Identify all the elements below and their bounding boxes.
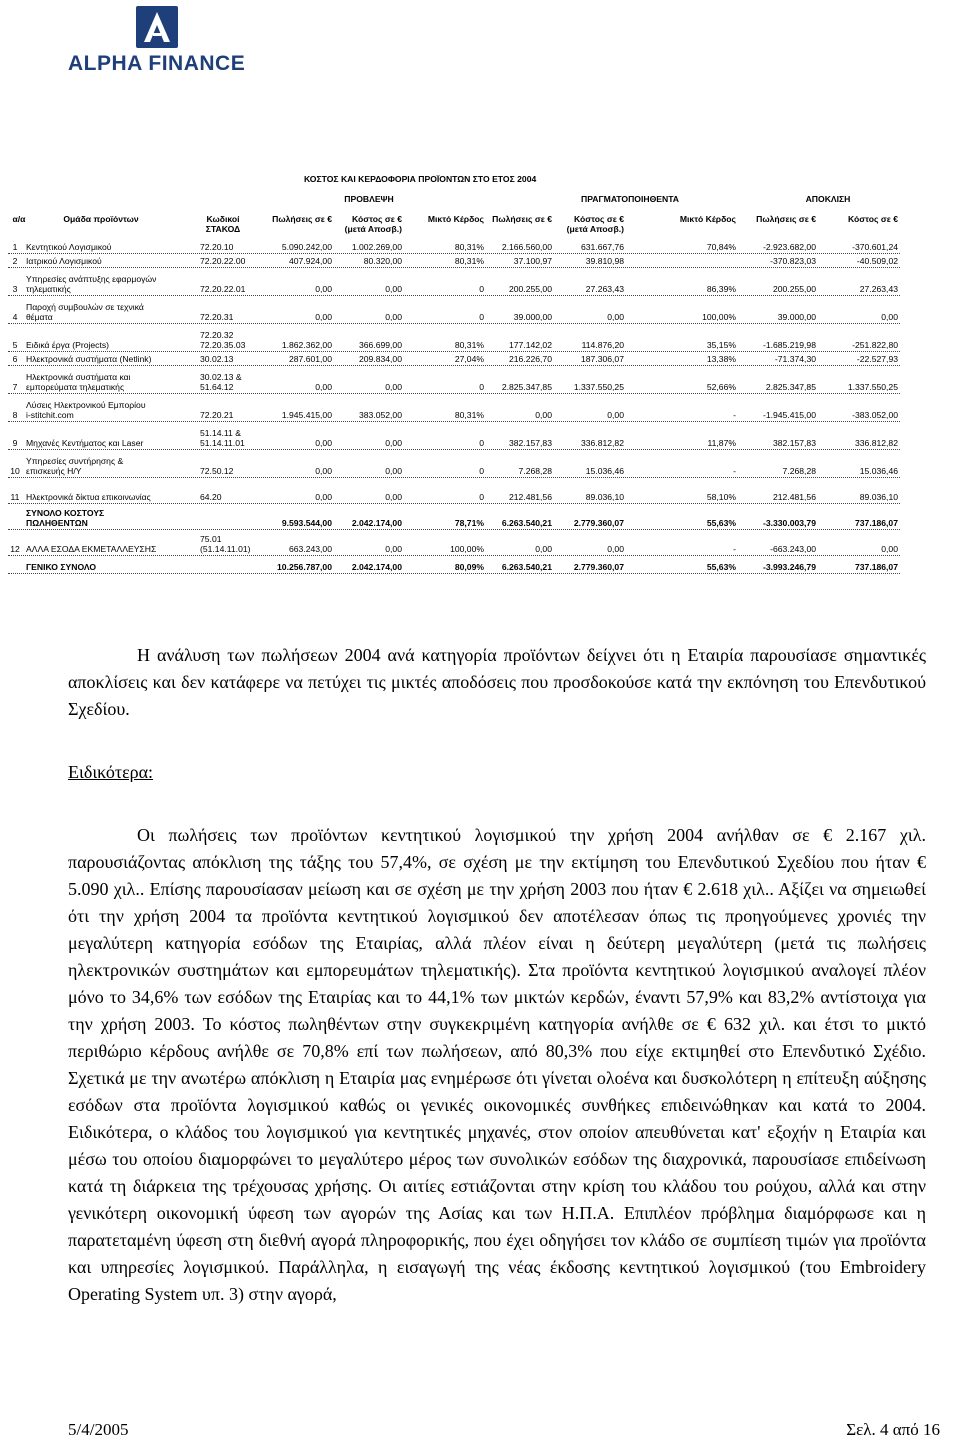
- cell-a-cost: 187.306,07: [580, 354, 624, 364]
- cell-d-cost: 0,00: [881, 312, 898, 322]
- footer-date: 5/4/2005: [68, 1420, 129, 1439]
- cell-f-cost: 0,00: [385, 492, 402, 502]
- cell-no: 4: [12, 312, 18, 322]
- cell-a-margin: 52,66%: [706, 382, 736, 392]
- cell-code: 72.20.31: [200, 312, 234, 322]
- cell-d-sales: 200.255,00: [772, 284, 816, 294]
- cell-f-cost: 0,00: [385, 382, 402, 392]
- cell-f-sales: 0,00: [315, 312, 332, 322]
- cell-a-sales: 2.825.347,85: [501, 382, 552, 392]
- cell-name: ΑΛΛΑ ΕΣΟΔΑ ΕΚΜΕΤΑΛΛΕΥΣΗΣ: [26, 544, 157, 554]
- table-row: [8, 449, 900, 478]
- cell-a-sales: 7.268,28: [518, 466, 552, 476]
- cell-f-sales: 0,00: [315, 466, 332, 476]
- cell-f-margin: 78,71%: [454, 518, 484, 528]
- cell-a-margin: 100,00%: [702, 312, 736, 322]
- cell-d-cost: 27.263,43: [859, 284, 898, 294]
- cell-a-cost: 0,00: [607, 312, 624, 322]
- cell-d-cost: 336.812,82: [854, 438, 898, 448]
- column-header: Πωλήσεις σε €: [492, 214, 552, 224]
- cell-code: 72.20.32 72.20.35.03: [200, 330, 246, 350]
- cell-a-cost: 114.876,20: [581, 340, 624, 350]
- cell-a-margin: 55,63%: [706, 562, 736, 572]
- cell-a-sales: 0,00: [535, 544, 552, 554]
- cell-a-sales: 216.226,70: [508, 354, 552, 364]
- cell-name: Ειδικά έργα (Projects): [26, 340, 110, 350]
- cell-f-sales: 407.924,00: [288, 256, 332, 266]
- cell-d-sales: -3.993.246,79: [762, 562, 816, 572]
- table-row: [8, 529, 900, 556]
- cell-a-cost: 89.036,10: [585, 492, 624, 502]
- cell-d-sales: 212.481,56: [772, 492, 816, 502]
- cell-a-margin: 55,63%: [706, 518, 736, 528]
- cell-code: 75.01 (51.14.11.01): [200, 534, 251, 554]
- cell-f-sales: 1.945.415,00: [281, 410, 332, 420]
- cell-d-cost: 737.186,07: [854, 518, 898, 528]
- cell-f-sales: 9.593.544,00: [281, 518, 332, 528]
- cell-d-cost: -22.527,93: [856, 354, 898, 364]
- cell-code: 72.20.22.00: [200, 256, 246, 266]
- cell-a-cost: 0,00: [607, 544, 624, 554]
- cell-a-margin: -: [733, 410, 736, 420]
- cell-f-margin: 80,09%: [454, 562, 484, 572]
- cell-d-cost: 0,00: [881, 544, 898, 554]
- table-row: [8, 253, 900, 268]
- cell-name: Μηχανές Κεντήματος και Laser: [26, 438, 144, 448]
- cell-d-sales: -71.374,30: [774, 354, 816, 364]
- body-text: [68, 642, 926, 1308]
- cell-d-sales: 2.825.347,85: [765, 382, 816, 392]
- cell-f-cost: 80.320,00: [363, 256, 402, 266]
- cell-d-sales: -1.685.219,98: [762, 340, 816, 350]
- table-row: [8, 267, 900, 296]
- cell-f-margin: 0: [479, 466, 484, 476]
- cell-f-sales: 287.601,00: [288, 354, 332, 364]
- cell-no: 9: [12, 438, 18, 448]
- table-row: [8, 365, 900, 394]
- cell-a-margin: 70,84%: [706, 242, 736, 252]
- cell-f-sales: 0,00: [315, 284, 332, 294]
- cell-no: 11: [10, 492, 20, 502]
- table-row: [8, 295, 900, 324]
- cell-no: 2: [12, 256, 18, 266]
- cell-d-sales: 382.157,83: [772, 438, 816, 448]
- cell-f-cost: 1.002.269,00: [351, 242, 402, 252]
- cell-name: Ηλεκτρονικά συστήματα και εμπορεύματα τηλεματικής: [26, 372, 131, 392]
- cell-name: Υπηρεσίες συντήρησης & επισκευής Η/Υ: [26, 456, 124, 476]
- cell-name: Παροχή συμβουλών σε τεχνικά θέματα: [26, 302, 144, 322]
- cell-a-sales: 6.263.540,21: [501, 518, 552, 528]
- cell-no: 10: [10, 466, 20, 476]
- company-name: ALPHA FINANCE: [68, 52, 246, 75]
- alpha-logo-icon: [136, 6, 178, 48]
- cell-d-sales: 7.268,28: [782, 466, 816, 476]
- cell-f-sales: 1.862.362,00: [281, 340, 332, 350]
- cell-f-cost: 0,00: [385, 544, 402, 554]
- cell-f-cost: 2.042.174,00: [351, 562, 402, 572]
- cell-code: 51.14.11 & 51.14.11.01: [200, 428, 245, 448]
- cell-a-sales: 200.255,00: [508, 284, 552, 294]
- company-logo: [68, 6, 268, 76]
- cell-f-cost: 0,00: [385, 466, 402, 476]
- cell-no: 5: [12, 340, 18, 350]
- cell-d-sales: -1.945.415,00: [762, 410, 816, 420]
- cell-f-margin: 100,00%: [450, 544, 484, 554]
- table-row: [8, 477, 900, 504]
- column-header: Πωλήσεις σε €: [272, 214, 332, 224]
- cell-d-cost: 15.036,46: [859, 466, 898, 476]
- cell-code: 72.20.21: [200, 410, 234, 420]
- cell-a-cost: 2.779.360,07: [573, 518, 624, 528]
- cell-a-sales: 37.100,97: [513, 256, 552, 266]
- cell-d-cost: 737.186,07: [854, 562, 898, 572]
- cell-name: Ηλεκτρονικά συστήματα (Netlink): [26, 354, 152, 364]
- cell-no: 1: [12, 242, 18, 252]
- cell-a-sales: 2.166.560,00: [501, 242, 552, 252]
- cell-f-margin: 0: [479, 312, 484, 322]
- cell-f-margin: 80,31%: [454, 242, 484, 252]
- subheading-specifically: Ειδικότερα:: [68, 762, 154, 782]
- cell-name: Ιατρικού Λογισμικού: [26, 256, 102, 266]
- group-header-forecast: ΠΡΟΒΛΕΨΗ: [344, 194, 394, 204]
- cell-f-margin: 80,31%: [454, 256, 484, 266]
- cell-a-margin: -: [733, 544, 736, 554]
- cell-name: Κεντητικού Λογισμικού: [26, 242, 112, 252]
- cell-f-margin: 80,31%: [454, 340, 484, 350]
- cell-f-cost: 0,00: [385, 284, 402, 294]
- group-header-actual: ΠΡΑΓΜΑΤΟΠΟΙΗΘΕΝΤΑ: [580, 194, 680, 204]
- cell-f-cost: 0,00: [385, 312, 402, 322]
- column-header: Μικτό Κέρδος: [427, 214, 484, 224]
- cell-no: 8: [12, 410, 18, 420]
- cell-name: Λύσεις Ηλεκτρονικού Εμπορίου i-stitchit.com: [26, 400, 146, 420]
- cell-code: 30.02.13 & 51.64.12: [200, 372, 242, 392]
- table-row: [8, 503, 900, 530]
- table-row: [8, 421, 900, 450]
- cell-d-sales: -2.923.682,00: [762, 242, 816, 252]
- cell-a-cost: 15.036,46: [585, 466, 624, 476]
- cell-name: ΣΥΝΟΛΟ ΚΟΣΤΟΥΣ ΠΩΛΗΘΕΝΤΩΝ: [26, 508, 105, 528]
- cell-a-cost: 39.810,98: [585, 256, 624, 266]
- cell-d-cost: -40.509,02: [856, 256, 898, 266]
- cell-a-cost: 1.337.550,25: [573, 382, 624, 392]
- cell-f-margin: 27,04%: [454, 354, 484, 364]
- table-title: ΚΟΣΤΟΣ ΚΑΙ ΚΕΡΔΟΦΟΡΙΑ ΠΡΟΪΟΝΤΩΝ ΣΤΟ ΕΤΟΣ 2004: [304, 174, 537, 184]
- column-header: Κωδικοί ΣΤΑΚΟΔ: [205, 214, 241, 234]
- cell-d-cost: -370.601,24: [852, 242, 898, 252]
- cell-no: 3: [12, 284, 18, 294]
- cell-d-sales: -663.243,00: [770, 544, 816, 554]
- cell-f-sales: 0,00: [315, 492, 332, 502]
- column-header: Κόστος σε € (μετά Αποσβ.): [344, 214, 402, 234]
- cell-name: Ηλεκτρονικά δίκτυα επικοινωνίας: [26, 492, 151, 502]
- cell-code: 30.02.13: [200, 354, 234, 364]
- cell-d-sales: 39.000,00: [777, 312, 816, 322]
- cell-a-cost: 336.812,82: [580, 438, 624, 448]
- cell-no: 6: [12, 354, 18, 364]
- column-header: α/α: [12, 214, 26, 224]
- cell-a-sales: 212.481,56: [508, 492, 552, 502]
- cell-f-margin: 0: [479, 382, 484, 392]
- cell-f-cost: 2.042.174,00: [351, 518, 402, 528]
- cell-f-sales: 10.256.787,00: [277, 562, 332, 572]
- cell-a-margin: 58,10%: [706, 492, 736, 502]
- cell-no: 12: [10, 544, 20, 554]
- cell-d-sales: -370.823,03: [770, 256, 816, 266]
- cell-f-margin: 0: [479, 438, 484, 448]
- cell-a-sales: 39.000,00: [513, 312, 552, 322]
- table-row: [8, 351, 900, 366]
- cell-f-margin: 80,31%: [454, 410, 484, 420]
- column-header: Πωλήσεις σε €: [756, 214, 816, 224]
- cell-a-cost: 0,00: [607, 410, 624, 420]
- table-row: [8, 555, 900, 574]
- cell-d-sales: -3.330.003,79: [762, 518, 816, 528]
- cell-f-cost: 383.052,00: [358, 410, 402, 420]
- cell-f-cost: 366.699,00: [358, 340, 402, 350]
- cell-name: ΓΕΝΙΚΟ ΣΥΝΟΛΟ: [26, 562, 97, 572]
- cell-f-margin: 0: [479, 284, 484, 294]
- cell-code: 72.20.10: [200, 242, 234, 252]
- cell-f-cost: 209.834,00: [358, 354, 402, 364]
- cell-d-cost: 1.337.550,25: [847, 382, 898, 392]
- cell-f-sales: 0,00: [315, 382, 332, 392]
- cell-f-margin: 0: [479, 492, 484, 502]
- column-header: Ομάδα προϊόντων: [63, 214, 139, 224]
- table-row: [8, 323, 900, 352]
- table-row: [8, 238, 900, 254]
- cell-a-sales: 382.157,83: [508, 438, 552, 448]
- cell-d-cost: 89.036,10: [859, 492, 898, 502]
- paragraph-analysis: Οι πωλήσεις των προϊόντων κεντητικού λογισμικού την χρήση 2004 ανήλθαν σε € 2.167 χιλ. παρουσιάζοντας απόκλιση της τάξης του 57,4%, σε σχέση με την εκτίμηση του Επενδυτικού Σχεδίου που ήταν € 5.090 χιλ.. Επίσης παρουσίασαν μείωση και σε σχέση με την χρήση 2003 που ήταν € 2.618 χιλ.. Αξίζει να σημειωθεί ότι την χρήση 2004 τα προϊόντα κεντητικού λογισμικού δεν αποτέλεσαν όπως τις προηγούμενες χρονιές την μεγαλύτερη κατηγορία εσόδων της Εταιρίας, αλλά πλέον είναι η δεύτερη μεγαλύτερη (μετά τις πωλήσεις ηλεκτρονικών συστημάτων και εμπορευμάτων τηλεματικής). Στα προϊόντα κεντητικού λογισμικού αναλογεί πλέον μόνο το 34,6% των εσόδων της Εταιρίας και το 44,1% των μικτών κερδών, έναντι 57,9% και 83,2% αντίστοιχα για την χρήση 2003. Το κόστος πωληθέντων στην συγκεκριμένη κατηγορία ανήλθε σε € 632 χιλ. και έτσι το μικτό περιθώριο κέρδους ανήλθε σε 70,8% επί των πωλήσεων, από 80,3% που είχε εκτιμηθεί στο Επενδυτικό Σχέδιο. Σχετικά με την ανωτέρω απόκλιση η Εταιρία μας ενημέρωσε ότι γίνεται ολοένα και δυσκολότερη η επίτευξη αύξησης εσόδων στα προϊόντα λογισμικού καθώς οι γενικές οικονομικές συνθήκες επιδεινώθηκαν και κατά το 2004. Ειδικότερα, ο κλάδος του λογισμικού για κεντητικές μηχανές, στον οποίον απευθύνεται κατ' εξοχήν η Εταιρία και μέσω του οποίου διαμορφώνει το μεγαλύτερο μέρος των συνολικών εσόδων της διαχρονικά, παρουσίασε επιδείνωση κατά τη διάρκεια της τρέχουσας χρήσης. Οι αιτίες εστιάζονται στην κρίση του κλάδου του ρούχου, αλλά και στην γενικότερη οικονομική ύφεση των αγορών της Ασίας και των Η.Π.Α. Επιπλέον πρόβλημα διαμόρφωσε και η παρατεταμένη ύφεση στη διεθνή αγορά πληροφορικής, που έχει οδηγήσει τον κλάδο σε συμπίεση τιμών για προϊόντα και υπηρεσίες λογισμικού. Παράλληλα, η εισαγωγή της νέας έκδοσης κεντητικού λογισμικού (του Embroidery Operating System υπ. 3) στην αγορά,: [68, 825, 926, 1304]
- cell-a-sales: 0,00: [535, 410, 552, 420]
- cell-a-cost: 631.667,76: [580, 242, 624, 252]
- cell-a-sales: 6.263.540,21: [501, 562, 552, 572]
- table-row: [8, 393, 900, 422]
- cell-a-margin: 86,39%: [706, 284, 736, 294]
- cell-code: 64.20: [200, 492, 222, 502]
- cell-a-margin: 11,87%: [707, 438, 736, 448]
- cell-no: 7: [12, 382, 18, 392]
- column-header: Κόστος σε €: [848, 214, 898, 224]
- column-header: Μικτό Κέρδος: [679, 214, 736, 224]
- cell-code: 72.20.22.01: [200, 284, 246, 294]
- footer-page-number: Σελ. 4 από 16: [846, 1420, 940, 1439]
- column-header: Κόστος σε € (μετά Αποσβ.): [566, 214, 624, 234]
- group-header-deviation: ΑΠΟΚΛΙΣΗ: [805, 194, 851, 204]
- cell-f-sales: 663.243,00: [288, 544, 332, 554]
- cell-a-cost: 27.263,43: [585, 284, 624, 294]
- cell-code: 72.50.12: [200, 466, 234, 476]
- cell-a-sales: 177.142,02: [508, 340, 552, 350]
- cell-f-sales: 5.090.242,00: [281, 242, 332, 252]
- paragraph-intro: Η ανάλυση των πωλήσεων 2004 ανά κατηγορία προϊόντων δείχνει ότι η Εταιρία παρουσίασε σημαντικές αποκλίσεις και δεν κατάφερε να πετύχει τις μικτές αποδόσεις που προσδοκούσε κατά την εκπόνηση του Επενδυτικού Σχεδίου.: [68, 645, 926, 719]
- cell-name: Υπηρεσίες ανάπτυξης εφαρμογών τηλεματικής: [26, 274, 157, 294]
- cell-d-cost: -383.052,00: [852, 410, 898, 420]
- cell-d-cost: -251.822,80: [852, 340, 898, 350]
- cell-a-cost: 2.779.360,07: [573, 562, 624, 572]
- cell-a-margin: 35,15%: [706, 340, 736, 350]
- cell-a-margin: 13,38%: [706, 354, 736, 364]
- cell-f-cost: 0,00: [385, 438, 402, 448]
- cell-a-margin: -: [733, 466, 736, 476]
- cell-f-sales: 0,00: [315, 438, 332, 448]
